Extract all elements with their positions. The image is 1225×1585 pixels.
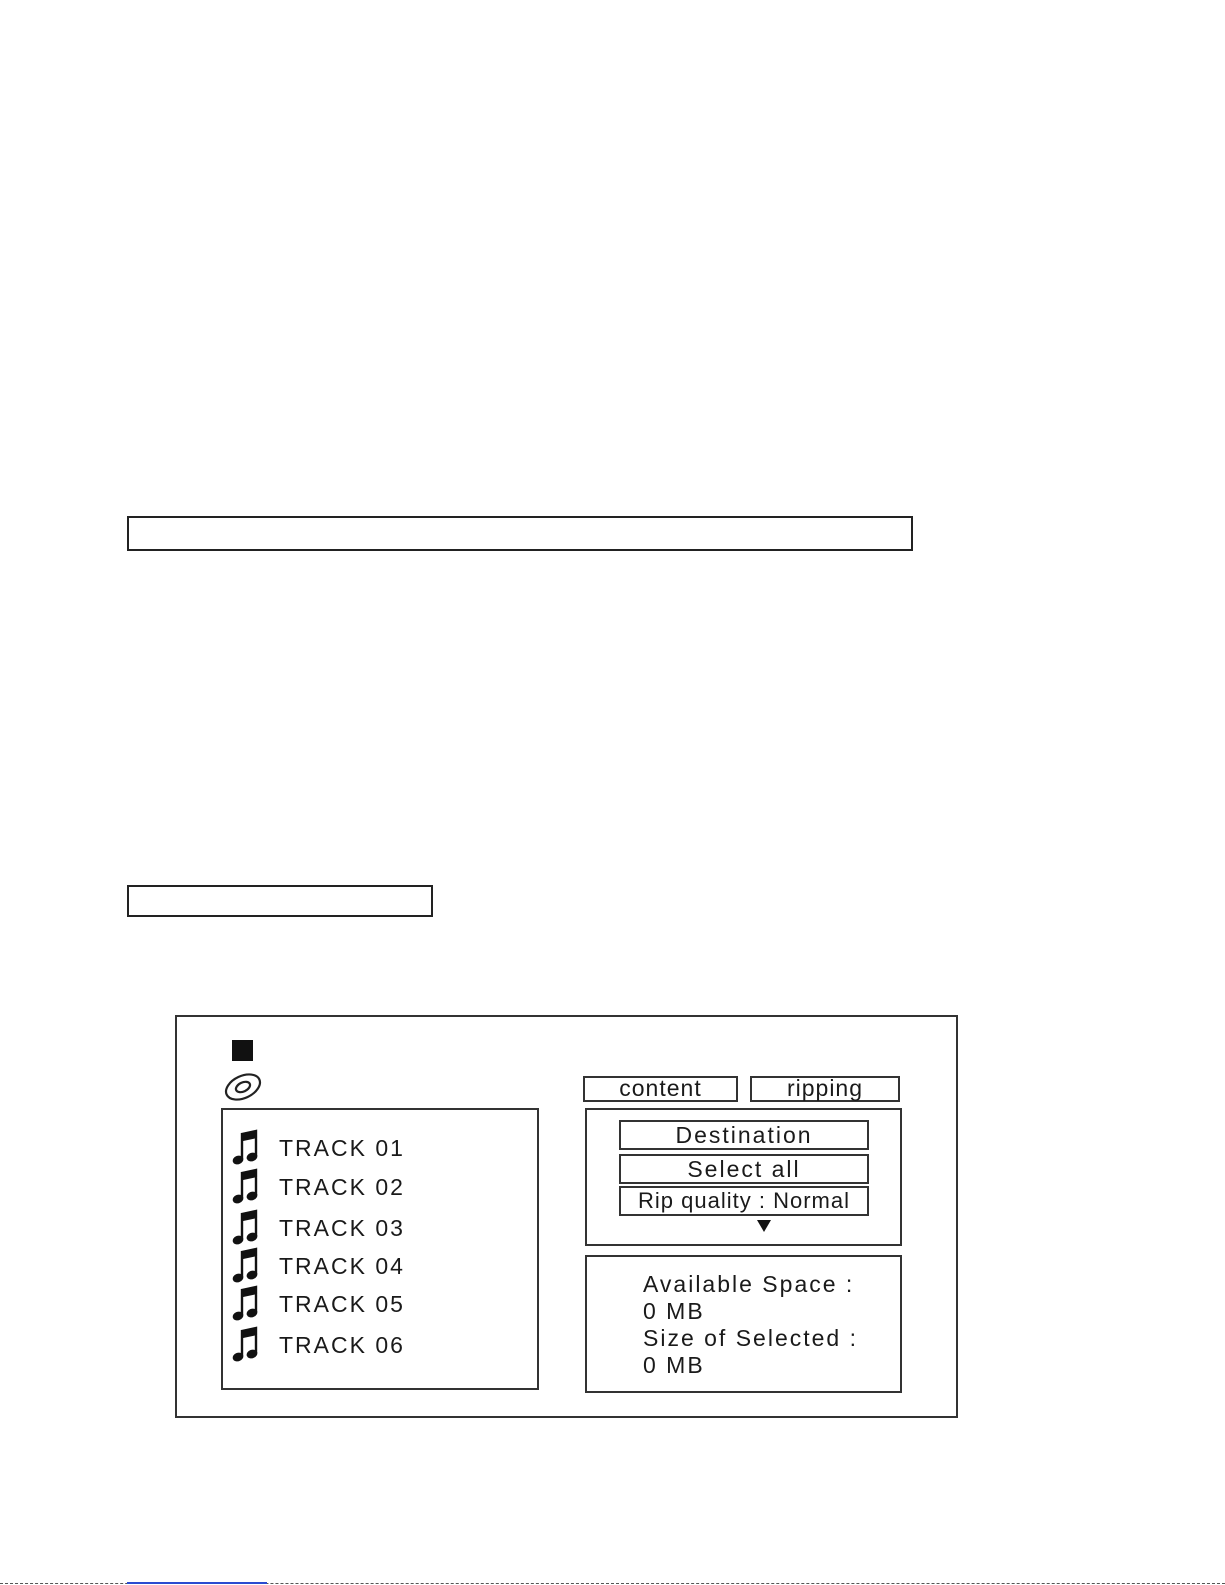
music-note-icon xyxy=(231,1167,261,1207)
track-label: TRACK 01 xyxy=(279,1134,405,1161)
track-list-item-02[interactable] xyxy=(231,1167,405,1207)
tab-ripping[interactable]: ripping xyxy=(750,1076,900,1102)
disc-icon xyxy=(223,1072,263,1102)
track-list-item-03[interactable] xyxy=(231,1208,405,1248)
destination-button[interactable]: Destination xyxy=(619,1120,869,1150)
storage-info-panel xyxy=(585,1255,902,1393)
size-selected-label: Size of Selected : xyxy=(643,1325,858,1351)
tab-content[interactable]: content xyxy=(583,1076,738,1102)
empty-heading-box-wide xyxy=(127,516,913,551)
size-selected-value: 0 MB xyxy=(643,1352,705,1378)
music-note-icon xyxy=(231,1325,261,1365)
music-note-icon xyxy=(231,1284,261,1324)
track-label: TRACK 04 xyxy=(279,1252,405,1279)
select-all-button[interactable]: Select all xyxy=(619,1154,869,1184)
music-note-icon xyxy=(231,1128,261,1168)
track-list-item-05[interactable] xyxy=(231,1284,405,1324)
track-list-item-06[interactable] xyxy=(231,1325,405,1365)
track-list-panel xyxy=(221,1108,539,1390)
empty-heading-box-narrow xyxy=(127,885,433,917)
track-label: TRACK 02 xyxy=(279,1173,405,1200)
rip-options-panel xyxy=(585,1108,902,1246)
footer-link-underline xyxy=(127,1582,267,1584)
music-note-icon xyxy=(231,1208,261,1248)
rip-quality-button[interactable]: Rip quality : Normal xyxy=(619,1186,869,1216)
track-list-item-04[interactable] xyxy=(231,1246,405,1286)
track-list-item-01[interactable] xyxy=(231,1128,405,1168)
track-label: TRACK 03 xyxy=(279,1214,405,1241)
track-label: TRACK 06 xyxy=(279,1331,405,1358)
available-space-value: 0 MB xyxy=(643,1298,705,1324)
track-label: TRACK 05 xyxy=(279,1290,405,1317)
rip-menu-screen xyxy=(175,1015,958,1418)
available-space-label: Available Space : xyxy=(643,1271,855,1297)
music-note-icon xyxy=(231,1246,261,1286)
down-triangle-icon[interactable] xyxy=(756,1219,772,1233)
stop-icon xyxy=(232,1040,253,1061)
